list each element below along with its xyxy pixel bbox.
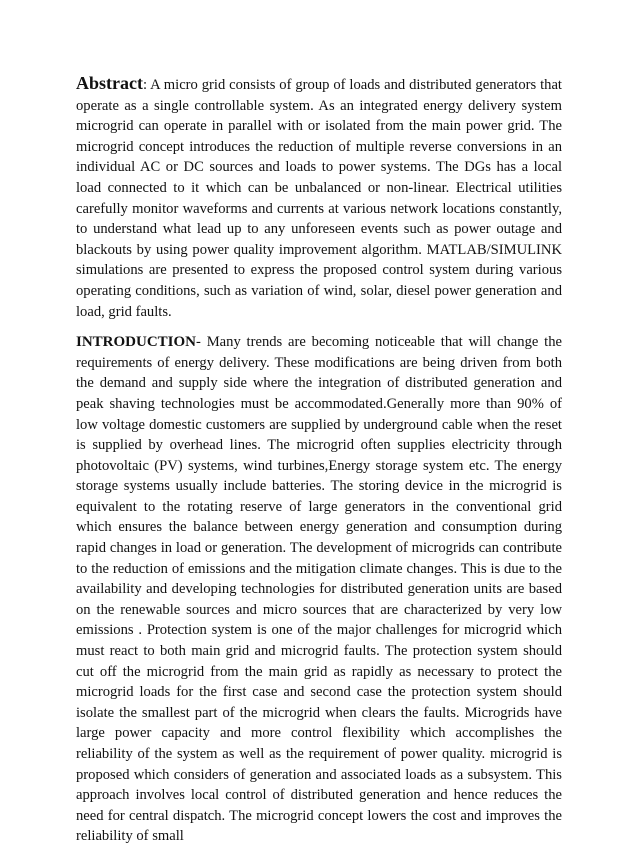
- introduction-heading: INTRODUCTION: [76, 334, 197, 351]
- abstract-paragraph: [76, 73, 562, 322]
- document-page: [76, 73, 562, 857]
- abstract-heading: Abstract: [76, 73, 143, 93]
- abstract-body: : A micro grid consists of group of loads and distributed generators that operate as a single controllable system. As an integrated energy delivery system microgrid can operate in parallel with or isolated from the main power grid. The microgrid concept introduces the reduction of multiple reverse conversions in an individual AC or DC sources and loads to power systems. The DGs has a local load connected to it which can be unbalanced or non-linear. Electrical utilities carefully monitor waveforms and currents at various network locations constantly, to understand what lead up to any unforeseen events such as power outage and blackouts by using power quality improvement algorithm. MATLAB/SIMULINK simulations are presented to express the proposed control system during various operating conditions, such as variation of wind, solar, diesel power generation and load, grid faults.: [76, 77, 562, 320]
- introduction-body: - Many trends are becoming noticeable that will change the requirements of energy delivery. These modifications are being driven from both the demand and supply side where the integration of distributed generation and peak shaving technologies must be accommodated.Generally more than 90% of low voltage domestic customers are supplied by underground cable when the reset is supplied by overhead lines. The microgrid often supplies electricity through photovoltaic (PV) systems, wind turbines,Energy storage system etc. The energy storage systems usually include batteries. The storing device in the microgrid is equivalent to the rotating reserve of large generators in the conventional grid which ensures the balance between energy generation and consumption during rapid changes in load or generation. The development of microgrids can contribute to the reduction of emissions and the mitigation climate changes. This is due to the availability and developing technologies for distributed generation units are based on the renewable sources and micro sources that are characterized by very low emissions . Protection system is one of the major challenges for microgrid which must react to both main grid and microgrid faults. The protection system should cut off the microgrid from the main grid as rapidly as necessary to protect the microgrid loads for the first case and second case the protection system should isolate the smallest part of the microgrid when clears the faults. Microgrids have large power capacity and more control flexibility which accomplishes the reliability of the system as well as the requirement of power quality. microgrid is proposed which considers of generation and associated loads as a subsystem. This approach involves local control of distributed generation and hence reduces the need for central dispatch. The microgrid concept lowers the cost and improves the reliability of small: [76, 334, 562, 845]
- introduction-paragraph: [76, 332, 562, 847]
